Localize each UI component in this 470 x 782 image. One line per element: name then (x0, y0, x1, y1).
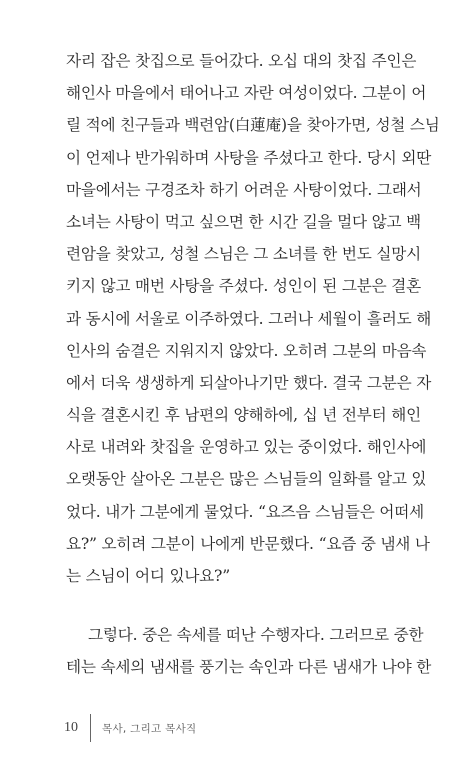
page-number: 10 (64, 720, 78, 735)
body-text-line-last: 는 스님이 어디 있나요?” (66, 567, 230, 585)
body-text-line: 테는 속세의 냄새를 풍기는 속인과 다른 냄새가 나야 한 (66, 658, 432, 677)
body-text-line: 릴 적에 친구들과 백련암(白蓮庵)을 찾아가면, 성철 스님 (66, 116, 440, 135)
body-text-line: 었다. 내가 그분에게 물었다. “요즈음 스님들은 어떠세 (66, 502, 424, 521)
body-text-line: 이 언제나 반가워하며 사탕을 주셨다고 한다. 당시 외딴 (66, 148, 432, 167)
running-title: 목사, 그리고 목사직 (102, 722, 197, 735)
body-text-line: 련암을 찾았고, 성철 스님은 그 소녀를 한 번도 실망시 (66, 245, 421, 264)
body-text-line: 인사의 숨결은 지워지지 않았다. 오히려 그분의 마음속 (66, 341, 427, 360)
body-text-line: 에서 더욱 생생하게 되살아나기만 했다. 결국 그분은 자 (66, 373, 432, 392)
body-text-line: 소녀는 사탕이 먹고 싶으면 한 시간 길을 멀다 않고 백 (66, 212, 421, 231)
page-footer (64, 714, 196, 742)
body-text-line: 식을 결혼시킨 후 남편의 양해하에, 십 년 전부터 해인 (66, 406, 421, 425)
body-paragraph-1 (66, 45, 440, 592)
body-text-line: 자리 잡은 찻집으로 들어갔다. 오십 대의 찻집 주인은 (66, 52, 417, 70)
body-text-line: 사로 내려와 찻집을 운영하고 있는 중이었다. 해인사에 (66, 438, 427, 457)
body-text-line: 마을에서는 구경조차 하기 어려운 사탕이었다. 그래서 (66, 180, 422, 199)
body-text-line: 오랫동안 살아온 그분은 많은 스님들의 일화를 알고 있 (66, 470, 427, 489)
body-text-line: 키지 않고 매번 사탕을 주셨다. 성인이 된 그분은 결혼 (66, 277, 421, 296)
body-text-line-indented: 그렇다. 중은 속세를 떠난 수행자다. 그러므로 중한 (88, 626, 424, 644)
body-text-line: 해인사 마을에서 태어나고 자란 여성이었다. 그분이 어 (66, 84, 427, 103)
footer-divider (90, 714, 91, 742)
body-text-line: 과 동시에 서울로 이주하였다. 그러나 세월이 흘러도 해 (66, 309, 432, 328)
body-text-line: 요?” 오히려 그분이 나에게 반문했다. “요즘 중 냄새 나 (66, 534, 430, 553)
body-paragraph-2 (66, 619, 432, 683)
